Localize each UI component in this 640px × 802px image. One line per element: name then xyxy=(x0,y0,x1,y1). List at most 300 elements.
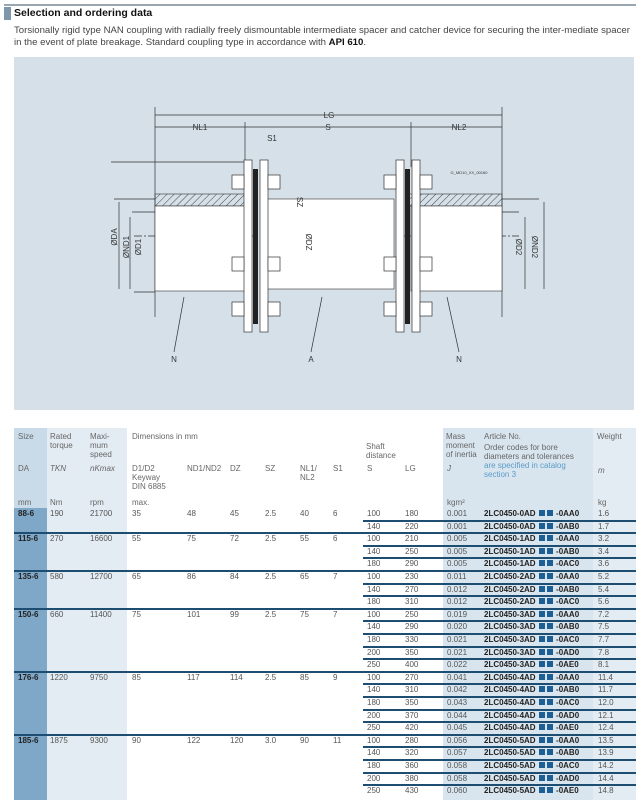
article-prefix: 2LC0450-3AD xyxy=(484,660,536,670)
order-code-placeholder-icon xyxy=(547,598,553,604)
lg-cell: 290 xyxy=(405,559,419,569)
inertia-cell: 0.005 xyxy=(447,534,468,544)
hub-diameter-cell: 75 xyxy=(187,534,196,544)
article-prefix: 2LC0450-0AD xyxy=(484,521,536,531)
shaft-distance-cell: 180 xyxy=(367,635,381,644)
order-code-placeholder-icon xyxy=(547,737,553,743)
inertia-cell: 0.001 xyxy=(447,521,468,531)
torque-cell: 190 xyxy=(50,509,64,518)
unit-rpm: rpm xyxy=(90,498,104,507)
weight-cell: 11.4 xyxy=(598,672,613,682)
dz-cell: 72 xyxy=(230,534,239,544)
article-suffix: -0AC0 xyxy=(553,761,580,770)
order-code-placeholder-icon xyxy=(539,560,545,566)
article-suffix: -0AD0 xyxy=(553,710,580,720)
article-prefix: 2LC0450-3AD xyxy=(484,609,536,619)
shaft-distance-cell: 100 xyxy=(367,509,381,518)
weight-cell: 5.2 xyxy=(598,572,610,581)
label-lg: LG xyxy=(323,111,335,120)
label-nl2: NL2 xyxy=(451,123,467,132)
unit-kgm2: kgm² xyxy=(447,498,465,507)
nl-cell: 85 xyxy=(300,672,309,682)
coupling-drawing xyxy=(14,57,634,410)
weight-cell: 7.7 xyxy=(598,635,610,644)
lg-cell: 330 xyxy=(405,635,419,644)
article-suffix: -0AE0 xyxy=(553,660,579,670)
order-code-placeholder-icon xyxy=(547,623,553,629)
article-suffix: -0AB0 xyxy=(553,521,580,531)
article-prefix: 2LC0450-3AD xyxy=(484,647,536,657)
order-code-placeholder-icon xyxy=(547,535,553,541)
drawing-ref: G_MD10_XX_00160 xyxy=(450,170,488,175)
label-nl1: NL1 xyxy=(192,123,208,132)
shaft-distance-cell: 140 xyxy=(367,622,381,632)
order-code-placeholder-icon xyxy=(539,548,545,554)
article-prefix: 2LC0450-2AD xyxy=(484,572,536,581)
shaft-distance-cell: 250 xyxy=(367,723,381,733)
section-marker xyxy=(4,7,11,20)
inertia-cell: 0.019 xyxy=(447,609,468,619)
inertia-cell: 0.044 xyxy=(447,710,468,720)
order-code-placeholder-icon xyxy=(547,510,553,516)
order-code-placeholder-icon xyxy=(539,598,545,604)
hdr-shaft: Shaft distance xyxy=(366,442,396,460)
article-number xyxy=(484,647,579,659)
order-code-placeholder-icon xyxy=(539,611,545,617)
article-prefix: 2LC0450-4AD xyxy=(484,723,536,733)
article-prefix: 2LC0450-1AD xyxy=(484,534,536,544)
lg-cell: 220 xyxy=(405,521,419,531)
size-cell: 185-6 xyxy=(18,735,39,745)
article-number xyxy=(484,710,579,722)
weight-cell: 7.2 xyxy=(598,609,610,619)
lg-cell: 270 xyxy=(405,672,419,682)
sym-d1d2: D1/D2 xyxy=(132,464,155,473)
weight-cell: 1.7 xyxy=(598,521,610,531)
bore-cell: 85 xyxy=(132,672,141,682)
dz-cell: 84 xyxy=(230,572,239,581)
lg-cell: 180 xyxy=(405,509,419,518)
article-number xyxy=(484,760,579,772)
weight-cell: 7.8 xyxy=(598,647,610,657)
label-nd1: ØND1 xyxy=(122,235,131,259)
inertia-cell: 0.020 xyxy=(447,622,468,632)
lg-cell: 280 xyxy=(405,735,419,745)
shaft-distance-cell: 200 xyxy=(367,710,381,720)
intro-body: Torsionally rigid type NAN coupling with radially freely dismountable intermediate spacer and catcher device for securing the inter-mediate spacer in the event of plate breakage. Standard coupling type in accordance with xyxy=(14,25,630,48)
hdr-order: Order codes for bore diameters and tolerances xyxy=(484,443,574,461)
order-code-placeholder-icon xyxy=(539,523,545,529)
hub-diameter-cell: 86 xyxy=(187,572,196,581)
sym-nkmax: nKmax xyxy=(90,464,115,473)
order-code-placeholder-icon xyxy=(539,510,545,516)
label-da: ØDA xyxy=(110,228,119,246)
size-cell: 115-6 xyxy=(18,534,39,544)
hdr-size: Size xyxy=(18,432,34,441)
lg-cell: 290 xyxy=(405,622,419,632)
unit-nm: Nm xyxy=(50,498,63,507)
article-number xyxy=(484,533,579,545)
nl-cell: 90 xyxy=(300,735,309,745)
inertia-cell: 0.041 xyxy=(447,672,468,682)
order-code-placeholder-icon xyxy=(539,573,545,579)
order-code-placeholder-icon xyxy=(547,749,553,755)
nl-cell: 75 xyxy=(300,609,309,619)
order-code-placeholder-icon xyxy=(539,712,545,718)
shaft-distance-cell: 180 xyxy=(367,698,381,707)
inertia-cell: 0.022 xyxy=(447,660,468,670)
speed-cell: 9750 xyxy=(90,672,108,682)
label-s: S xyxy=(325,123,331,132)
lg-cell: 320 xyxy=(405,748,419,758)
size-cell: 150-6 xyxy=(18,609,39,619)
lg-cell: 350 xyxy=(405,647,419,657)
sz-cell: 2.5 xyxy=(265,572,277,581)
weight-cell: 14.8 xyxy=(598,786,614,796)
article-prefix: 2LC0450-4AD xyxy=(484,672,536,682)
article-suffix: -0AC0 xyxy=(553,635,580,644)
unit-max: max. xyxy=(132,498,150,507)
order-code-placeholder-icon xyxy=(547,560,553,566)
hdr-speed: Maxi-mum speed xyxy=(90,432,112,459)
weight-cell: 13.5 xyxy=(598,735,614,745)
order-code-placeholder-icon xyxy=(539,636,545,642)
weight-cell: 8.1 xyxy=(598,660,610,670)
order-code-placeholder-icon xyxy=(547,573,553,579)
order-code-placeholder-icon xyxy=(547,699,553,705)
inertia-cell: 0.057 xyxy=(447,748,468,758)
catalog-section-link[interactable]: are specified in catalog section 3 xyxy=(484,461,566,479)
sz-cell: 2.5 xyxy=(265,609,277,619)
weight-cell: 5.6 xyxy=(598,597,610,607)
inertia-cell: 0.021 xyxy=(447,635,468,644)
shaft-distance-cell: 140 xyxy=(367,685,381,695)
unit-mm: mm xyxy=(18,498,32,507)
article-suffix: -0AB0 xyxy=(553,622,580,632)
sym-j: J xyxy=(447,464,451,473)
sym-m: m xyxy=(598,466,605,475)
article-prefix: 2LC0450-1AD xyxy=(484,546,536,556)
label-s1: S1 xyxy=(267,134,277,143)
order-code-placeholder-icon xyxy=(539,737,545,743)
article-prefix: 2LC0450-2AD xyxy=(484,584,536,594)
article-number xyxy=(484,747,579,759)
hdr-mass: Mass moment of inertia xyxy=(446,432,477,459)
article-suffix: -0AA0 xyxy=(553,509,580,518)
article-suffix: -0AC0 xyxy=(553,559,580,569)
order-code-placeholder-icon xyxy=(539,749,545,755)
article-suffix: -0AA0 xyxy=(553,672,580,682)
shaft-distance-cell: 250 xyxy=(367,660,381,670)
article-prefix: 2LC0450-3AD xyxy=(484,635,536,644)
article-prefix: 2LC0450-1AD xyxy=(484,559,536,569)
s1-cell: 7 xyxy=(333,572,338,581)
article-number xyxy=(484,621,579,633)
order-code-placeholder-icon xyxy=(539,762,545,768)
inertia-cell: 0.058 xyxy=(447,761,468,770)
article-number xyxy=(484,684,579,696)
size-cell: 176-6 xyxy=(18,672,39,682)
article-suffix: -0AB0 xyxy=(553,546,580,556)
article-prefix: 2LC0450-5AD xyxy=(484,735,536,745)
article-suffix: -0AD0 xyxy=(553,647,580,657)
hdr-weight: Weight xyxy=(597,432,622,441)
shaft-distance-cell: 140 xyxy=(367,521,381,531)
order-code-placeholder-icon xyxy=(539,623,545,629)
sz-cell: 2.5 xyxy=(265,534,277,544)
order-code-placeholder-icon xyxy=(547,712,553,718)
s1-cell: 11 xyxy=(333,735,342,745)
order-code-placeholder-icon xyxy=(539,674,545,680)
order-code-placeholder-icon xyxy=(547,775,553,781)
s1-cell: 7 xyxy=(333,609,338,619)
bore-cell: 90 xyxy=(132,735,141,745)
shaft-distance-cell: 100 xyxy=(367,609,381,619)
s1-cell: 9 xyxy=(333,672,338,682)
lg-cell: 250 xyxy=(405,609,419,619)
order-code-placeholder-icon xyxy=(547,724,553,730)
intro-standard: API 610 xyxy=(328,37,364,48)
inertia-cell: 0.005 xyxy=(447,546,468,556)
inertia-cell: 0.001 xyxy=(447,509,468,518)
intro-text xyxy=(14,25,634,49)
article-prefix: 2LC0450-5AD xyxy=(484,773,536,783)
nl-cell: 55 xyxy=(300,534,309,544)
inertia-cell: 0.042 xyxy=(447,685,468,695)
lg-cell: 230 xyxy=(405,572,419,581)
order-code-placeholder-icon xyxy=(547,548,553,554)
section-title: Selection and ordering data xyxy=(14,7,153,19)
hub-diameter-cell: 48 xyxy=(187,509,196,518)
shaft-distance-cell: 180 xyxy=(367,559,381,569)
sym-dz: DZ xyxy=(230,464,241,473)
article-suffix: -0AA0 xyxy=(553,609,580,619)
order-code-placeholder-icon xyxy=(547,787,553,793)
weight-cell: 14.2 xyxy=(598,761,614,770)
lg-cell: 270 xyxy=(405,584,419,594)
shaft-distance-cell: 140 xyxy=(367,748,381,758)
dz-cell: 99 xyxy=(230,609,239,619)
speed-cell: 16600 xyxy=(90,534,113,544)
article-number xyxy=(484,785,579,797)
lg-cell: 310 xyxy=(405,685,419,695)
article-suffix: -0AB0 xyxy=(553,748,580,758)
article-suffix: -0AA0 xyxy=(553,572,580,581)
weight-cell: 12.1 xyxy=(598,710,614,720)
torque-cell: 1875 xyxy=(50,735,68,745)
order-code-placeholder-icon xyxy=(547,661,553,667)
inertia-cell: 0.012 xyxy=(447,597,468,607)
bore-cell: 75 xyxy=(132,609,141,619)
lg-cell: 250 xyxy=(405,546,419,556)
article-number xyxy=(484,609,579,621)
weight-cell: 3.6 xyxy=(598,559,610,569)
inertia-cell: 0.005 xyxy=(447,559,468,569)
article-suffix: -0AC0 xyxy=(553,597,580,607)
inertia-cell: 0.021 xyxy=(447,647,468,657)
weight-cell: 7.5 xyxy=(598,622,610,632)
inertia-cell: 0.011 xyxy=(447,572,467,581)
selection-table xyxy=(14,428,636,800)
order-code-placeholder-icon xyxy=(539,724,545,730)
shaft-distance-cell: 180 xyxy=(367,761,381,770)
inertia-cell: 0.058 xyxy=(447,773,468,783)
section-rule xyxy=(4,4,636,6)
article-prefix: 2LC0450-5AD xyxy=(484,761,536,770)
article-suffix: -0AB0 xyxy=(553,685,580,695)
sym-s1: S1 xyxy=(333,464,343,473)
article-number xyxy=(484,722,579,734)
sym-s: S xyxy=(367,464,373,473)
weight-cell: 5.4 xyxy=(598,584,610,594)
size-cell: 135-6 xyxy=(18,572,39,581)
label-n-left: N xyxy=(171,355,177,364)
article-suffix: -0AB0 xyxy=(553,584,580,594)
order-code-placeholder-icon xyxy=(539,787,545,793)
article-suffix: -0AE0 xyxy=(553,786,579,796)
speed-cell: 21700 xyxy=(90,509,113,518)
sym-lg: LG xyxy=(405,464,416,473)
article-suffix: -0AE0 xyxy=(553,723,579,733)
lg-cell: 380 xyxy=(405,773,419,783)
article-suffix: -0AD0 xyxy=(553,773,580,783)
weight-cell: 1.6 xyxy=(598,509,610,518)
article-number xyxy=(484,773,579,785)
shaft-distance-cell: 100 xyxy=(367,672,381,682)
label-n-right: N xyxy=(456,355,462,364)
shaft-distance-cell: 140 xyxy=(367,546,381,556)
article-prefix: 2LC0450-0AD xyxy=(484,509,536,518)
article-prefix: 2LC0450-4AD xyxy=(484,698,536,707)
article-number xyxy=(484,508,579,520)
order-code-placeholder-icon xyxy=(547,523,553,529)
shaft-distance-cell: 100 xyxy=(367,735,381,745)
article-number xyxy=(484,546,579,558)
size-cell: 88-6 xyxy=(18,509,35,518)
lg-cell: 360 xyxy=(405,761,419,770)
order-code-placeholder-icon xyxy=(539,686,545,692)
article-number xyxy=(484,584,579,596)
lg-cell: 210 xyxy=(405,534,419,544)
nl-cell: 40 xyxy=(300,509,309,518)
article-number xyxy=(484,659,579,671)
order-code-placeholder-icon xyxy=(539,586,545,592)
article-prefix: 2LC0450-5AD xyxy=(484,786,536,796)
label-d2: ØD2 xyxy=(514,238,523,256)
shaft-distance-cell: 200 xyxy=(367,647,381,657)
order-code-placeholder-icon xyxy=(539,661,545,667)
hub-diameter-cell: 122 xyxy=(187,735,201,745)
lg-cell: 400 xyxy=(405,660,419,670)
bore-cell: 65 xyxy=(132,572,141,581)
article-number xyxy=(484,735,579,747)
lg-cell: 420 xyxy=(405,723,419,733)
lg-cell: 310 xyxy=(405,597,419,607)
sym-keyway: Keyway DIN 6885 xyxy=(132,473,166,491)
hdr-dims: Dimensions in mm xyxy=(132,432,198,441)
lg-cell: 370 xyxy=(405,710,419,720)
article-number xyxy=(484,558,579,570)
shaft-distance-cell: 100 xyxy=(367,572,381,581)
s1-cell: 6 xyxy=(333,509,338,518)
article-prefix: 2LC0450-4AD xyxy=(484,685,536,695)
order-code-placeholder-icon xyxy=(539,649,545,655)
weight-cell: 3.2 xyxy=(598,534,610,544)
s1-cell: 6 xyxy=(333,534,338,544)
weight-cell: 3.4 xyxy=(598,546,610,556)
order-code-placeholder-icon xyxy=(539,699,545,705)
article-suffix: -0AA0 xyxy=(553,735,580,745)
speed-cell: 9300 xyxy=(90,735,108,745)
lg-cell: 350 xyxy=(405,698,419,707)
order-code-placeholder-icon xyxy=(547,636,553,642)
article-number xyxy=(484,596,579,608)
hdr-torque: Rated torque xyxy=(50,432,73,450)
order-code-placeholder-icon xyxy=(547,611,553,617)
inertia-cell: 0.056 xyxy=(447,735,468,745)
bore-cell: 55 xyxy=(132,534,141,544)
article-number xyxy=(484,571,579,583)
torque-cell: 580 xyxy=(50,572,64,581)
sz-cell: 2.5 xyxy=(265,672,277,682)
article-prefix: 2LC0450-5AD xyxy=(484,748,536,758)
weight-cell: 14.4 xyxy=(598,773,614,783)
order-code-placeholder-icon xyxy=(539,535,545,541)
hdr-article: Article No. xyxy=(484,432,521,441)
article-number xyxy=(484,634,579,646)
order-code-placeholder-icon xyxy=(547,586,553,592)
order-code-placeholder-icon xyxy=(547,686,553,692)
torque-cell: 660 xyxy=(50,609,64,619)
weight-cell: 12.4 xyxy=(598,723,614,733)
shaft-distance-cell: 200 xyxy=(367,773,381,783)
label-d1: ØD1 xyxy=(134,238,143,256)
article-prefix: 2LC0450-2AD xyxy=(484,597,536,607)
sz-cell: 3.0 xyxy=(265,735,277,745)
sym-nd: ND1/ND2 xyxy=(187,464,222,473)
weight-cell: 11.7 xyxy=(598,685,613,695)
torque-cell: 1220 xyxy=(50,672,68,682)
inertia-cell: 0.060 xyxy=(447,786,468,796)
article-number xyxy=(484,672,579,684)
sym-da: DA xyxy=(18,464,30,473)
torque-cell: 270 xyxy=(50,534,64,544)
order-code-placeholder-icon xyxy=(547,762,553,768)
lg-cell: 430 xyxy=(405,786,419,796)
inertia-cell: 0.043 xyxy=(447,698,468,707)
shaft-distance-cell: 180 xyxy=(367,597,381,607)
label-nd2: ØND2 xyxy=(530,235,539,259)
order-code-placeholder-icon xyxy=(539,775,545,781)
article-prefix: 2LC0450-3AD xyxy=(484,622,536,632)
label-dz: ØDZ xyxy=(304,233,313,251)
size-column-dark xyxy=(14,508,47,800)
label-sz: SZ xyxy=(295,196,304,208)
inertia-cell: 0.045 xyxy=(447,723,468,733)
weight-cell: 13.9 xyxy=(598,748,614,758)
label-a: A xyxy=(308,355,314,364)
unit-kg: kg xyxy=(598,498,607,507)
shaft-distance-cell: 140 xyxy=(367,584,381,594)
sym-nl: NL1/ NL2 xyxy=(300,464,317,482)
dz-cell: 120 xyxy=(230,735,244,745)
intro-end: . xyxy=(363,37,367,48)
speed-cell: 12700 xyxy=(90,572,113,581)
article-suffix: -0AA0 xyxy=(553,534,580,544)
sz-cell: 2.5 xyxy=(265,509,277,518)
sym-sz: SZ xyxy=(265,464,276,473)
shaft-distance-cell: 100 xyxy=(367,534,381,544)
